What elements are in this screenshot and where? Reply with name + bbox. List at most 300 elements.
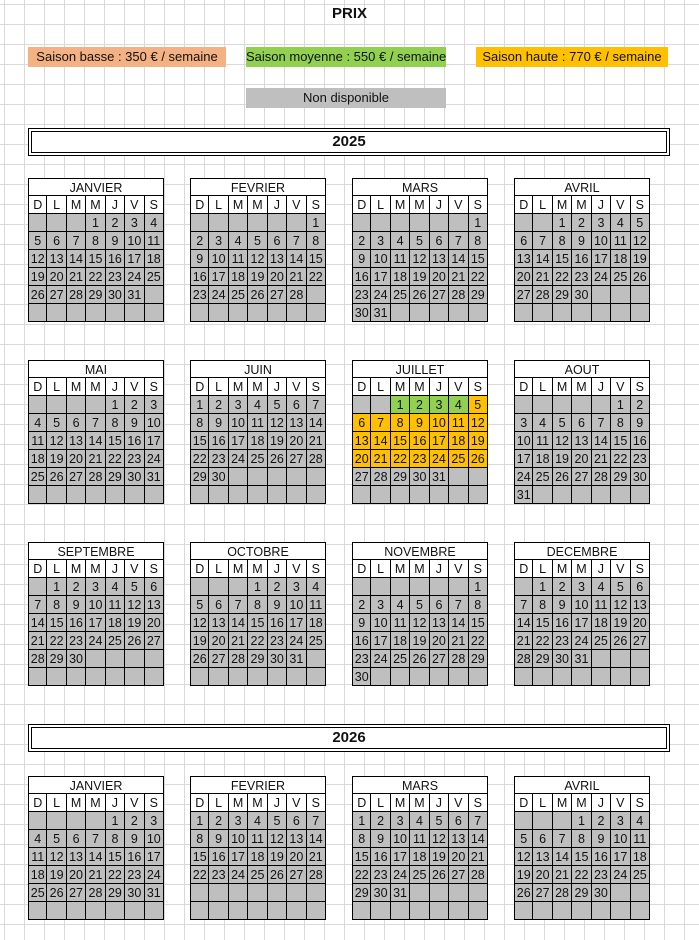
day-cell: 18 [391, 632, 410, 650]
empty-cell [287, 668, 306, 686]
day-cell: 12 [514, 848, 533, 866]
day-cell: 16 [209, 848, 228, 866]
day-cell: 11 [533, 432, 552, 450]
day-cell: 25 [611, 268, 630, 286]
day-cell: 22 [553, 268, 572, 286]
day-cell: 9 [209, 414, 228, 432]
empty-cell [307, 902, 326, 920]
day-cell: 21 [28, 632, 47, 650]
day-cell: 18 [611, 250, 630, 268]
empty-cell [86, 902, 105, 920]
weekday-header: L [47, 794, 66, 812]
month-octobre-2025 [190, 542, 326, 686]
empty-cell [67, 902, 86, 920]
day-cell: 25 [28, 468, 47, 486]
empty-cell [391, 214, 410, 232]
empty-cell [248, 902, 267, 920]
day-cell: 14 [287, 250, 306, 268]
weekday-header: S [145, 378, 164, 396]
day-cell: 16 [352, 632, 371, 650]
empty-cell [449, 668, 468, 686]
weekday-header: M [553, 196, 572, 214]
month-name: JUILLET [352, 360, 488, 378]
day-cell: 27 [572, 468, 591, 486]
day-cell: 5 [410, 596, 429, 614]
day-cell: 6 [268, 232, 287, 250]
day-cell: 13 [631, 596, 650, 614]
day-cell: 16 [67, 614, 86, 632]
day-cell: 26 [47, 884, 66, 902]
day-cell: 2 [209, 812, 228, 830]
day-cell: 4 [28, 830, 47, 848]
day-cell: 3 [287, 578, 306, 596]
day-cell: 14 [28, 614, 47, 632]
month-avril-2026 [514, 776, 650, 920]
day-cell: 1 [47, 578, 66, 596]
empty-cell [287, 902, 306, 920]
day-cell: 15 [553, 250, 572, 268]
day-cell: 6 [67, 830, 86, 848]
day-cell: 6 [352, 414, 371, 432]
day-cell: 22 [190, 450, 209, 468]
month-mars-2026 [352, 776, 488, 920]
day-cell: 16 [553, 614, 572, 632]
day-cell: 17 [145, 848, 164, 866]
month-fevrier-2025 [190, 178, 326, 322]
empty-cell [190, 902, 209, 920]
weekday-header: M [572, 378, 591, 396]
empty-cell [307, 884, 326, 902]
month-name: FEVRIER [190, 776, 326, 794]
day-cell: 10 [145, 414, 164, 432]
day-cell: 22 [352, 866, 371, 884]
day-cell: 16 [592, 848, 611, 866]
weekday-header: J [430, 794, 449, 812]
day-cell: 22 [391, 450, 410, 468]
weekday-header: S [145, 196, 164, 214]
day-cell: 11 [631, 830, 650, 848]
day-cell: 18 [449, 432, 468, 450]
day-cell: 25 [592, 632, 611, 650]
empty-cell [430, 578, 449, 596]
day-cell: 26 [430, 866, 449, 884]
day-cell: 21 [307, 848, 326, 866]
weekday-header: L [209, 560, 228, 578]
day-cell: 19 [190, 632, 209, 650]
empty-cell [86, 650, 105, 668]
day-cell: 6 [287, 812, 306, 830]
empty-cell [106, 486, 125, 504]
day-cell: 20 [145, 614, 164, 632]
empty-cell [67, 214, 86, 232]
empty-cell [209, 214, 228, 232]
day-cell: 14 [229, 614, 248, 632]
day-cell: 6 [572, 414, 591, 432]
day-cell: 1 [533, 578, 552, 596]
day-cell: 11 [410, 830, 429, 848]
empty-cell [248, 304, 267, 322]
day-cell: 5 [268, 812, 287, 830]
day-cell: 21 [307, 432, 326, 450]
day-cell: 6 [209, 596, 228, 614]
day-cell: 26 [47, 468, 66, 486]
weekday-header: M [67, 378, 86, 396]
day-cell: 15 [611, 432, 630, 450]
day-grid [190, 560, 326, 686]
day-cell: 10 [371, 614, 390, 632]
legend-high-season: Saison haute : 770 € / semaine [476, 47, 668, 67]
day-cell: 15 [572, 848, 591, 866]
day-cell: 9 [352, 250, 371, 268]
day-grid [190, 196, 326, 322]
empty-cell [410, 486, 429, 504]
weekday-header: S [631, 378, 650, 396]
day-grid [352, 378, 488, 504]
empty-cell [352, 578, 371, 596]
day-cell: 18 [592, 614, 611, 632]
empty-cell [391, 486, 410, 504]
day-grid [514, 794, 650, 920]
day-cell: 18 [248, 432, 267, 450]
day-cell: 27 [430, 650, 449, 668]
weekday-header: J [430, 560, 449, 578]
day-cell: 11 [229, 250, 248, 268]
day-cell: 16 [371, 848, 390, 866]
day-cell: 17 [209, 268, 228, 286]
empty-cell [268, 304, 287, 322]
day-cell: 15 [190, 848, 209, 866]
empty-cell [209, 578, 228, 596]
empty-cell [125, 650, 144, 668]
day-cell: 6 [514, 232, 533, 250]
weekday-header: D [28, 196, 47, 214]
empty-cell [86, 396, 105, 414]
day-cell: 24 [86, 632, 105, 650]
weekday-header: S [469, 378, 488, 396]
day-cell: 21 [469, 848, 488, 866]
empty-cell [533, 214, 552, 232]
empty-cell [533, 304, 552, 322]
day-cell: 5 [514, 830, 533, 848]
day-cell: 8 [611, 414, 630, 432]
day-cell: 9 [125, 830, 144, 848]
empty-cell [449, 468, 468, 486]
day-cell: 15 [391, 432, 410, 450]
empty-cell [287, 884, 306, 902]
day-cell: 19 [430, 848, 449, 866]
empty-cell [449, 486, 468, 504]
empty-cell [67, 812, 86, 830]
legend-mid-season: Saison moyenne : 550 € / semaine [246, 47, 446, 67]
day-cell: 27 [47, 286, 66, 304]
empty-cell [592, 486, 611, 504]
day-cell: 21 [287, 268, 306, 286]
day-cell: 4 [248, 396, 267, 414]
day-cell: 9 [352, 614, 371, 632]
day-cell: 24 [371, 286, 390, 304]
weekday-header: M [67, 794, 86, 812]
day-cell: 16 [572, 250, 591, 268]
day-cell: 27 [209, 650, 228, 668]
empty-cell [410, 304, 429, 322]
day-cell: 30 [553, 650, 572, 668]
day-cell: 28 [67, 286, 86, 304]
day-cell: 10 [514, 432, 533, 450]
day-cell: 21 [371, 450, 390, 468]
empty-cell [28, 668, 47, 686]
day-cell: 1 [572, 812, 591, 830]
weekday-header: S [307, 794, 326, 812]
day-cell: 15 [86, 250, 105, 268]
day-cell: 3 [145, 396, 164, 414]
empty-cell [410, 578, 429, 596]
empty-cell [229, 214, 248, 232]
day-cell: 25 [28, 884, 47, 902]
day-cell: 29 [352, 884, 371, 902]
empty-cell [631, 884, 650, 902]
weekday-header: D [28, 560, 47, 578]
day-cell: 13 [287, 414, 306, 432]
day-cell: 9 [67, 596, 86, 614]
day-cell: 1 [190, 396, 209, 414]
empty-cell [307, 486, 326, 504]
day-cell: 24 [229, 450, 248, 468]
month-avril-2025 [514, 178, 650, 322]
empty-cell [449, 884, 468, 902]
day-cell: 15 [469, 250, 488, 268]
day-grid [190, 794, 326, 920]
day-cell: 13 [514, 250, 533, 268]
empty-cell [287, 304, 306, 322]
weekday-header: L [533, 378, 552, 396]
day-cell: 17 [430, 432, 449, 450]
empty-cell [28, 304, 47, 322]
day-cell: 12 [430, 830, 449, 848]
empty-cell [268, 486, 287, 504]
legend-low-season: Saison basse : 350 € / semaine [28, 47, 226, 67]
day-cell: 1 [611, 396, 630, 414]
day-cell: 15 [248, 614, 267, 632]
day-cell: 13 [449, 830, 468, 848]
day-cell: 25 [229, 286, 248, 304]
empty-cell [106, 668, 125, 686]
day-cell: 5 [553, 414, 572, 432]
day-cell: 27 [67, 468, 86, 486]
day-cell: 28 [229, 650, 248, 668]
day-cell: 18 [106, 614, 125, 632]
day-cell: 22 [106, 866, 125, 884]
day-cell: 5 [268, 396, 287, 414]
weekday-header: J [268, 196, 287, 214]
weekday-header: M [572, 560, 591, 578]
empty-cell [553, 304, 572, 322]
day-cell: 16 [190, 268, 209, 286]
empty-cell [430, 304, 449, 322]
weekday-header: S [631, 196, 650, 214]
weekday-header: M [391, 560, 410, 578]
weekday-header: S [469, 794, 488, 812]
empty-cell [553, 902, 572, 920]
day-cell: 14 [371, 432, 390, 450]
day-cell: 19 [514, 866, 533, 884]
weekday-header: S [307, 560, 326, 578]
day-cell: 24 [391, 866, 410, 884]
day-cell: 7 [514, 596, 533, 614]
weekday-header: J [268, 378, 287, 396]
day-cell: 26 [410, 286, 429, 304]
day-cell: 24 [430, 450, 449, 468]
month-aout-2025 [514, 360, 650, 504]
day-cell: 13 [430, 250, 449, 268]
day-cell: 20 [514, 268, 533, 286]
day-cell: 16 [125, 432, 144, 450]
day-cell: 1 [553, 214, 572, 232]
day-cell: 11 [248, 830, 267, 848]
day-cell: 29 [469, 286, 488, 304]
day-cell: 22 [86, 268, 105, 286]
day-cell: 4 [106, 578, 125, 596]
weekday-header: M [391, 378, 410, 396]
weekday-header: D [28, 794, 47, 812]
empty-cell [229, 468, 248, 486]
day-cell: 31 [145, 468, 164, 486]
day-cell: 20 [533, 866, 552, 884]
day-cell: 14 [553, 848, 572, 866]
day-cell: 10 [287, 596, 306, 614]
day-grid [28, 560, 164, 686]
day-cell: 4 [611, 214, 630, 232]
day-cell: 26 [28, 286, 47, 304]
weekday-header: L [533, 794, 552, 812]
day-cell: 26 [125, 632, 144, 650]
day-cell: 4 [631, 812, 650, 830]
day-cell: 7 [86, 830, 105, 848]
day-cell: 1 [86, 214, 105, 232]
weekday-header: V [287, 378, 306, 396]
day-cell: 8 [469, 596, 488, 614]
day-cell: 20 [352, 450, 371, 468]
day-cell: 18 [145, 250, 164, 268]
empty-cell [47, 214, 66, 232]
weekday-header: M [67, 196, 86, 214]
day-cell: 29 [553, 286, 572, 304]
day-cell: 28 [371, 468, 390, 486]
weekday-header: V [125, 378, 144, 396]
day-cell: 1 [469, 578, 488, 596]
month-name: AVRIL [514, 776, 650, 794]
day-cell: 3 [86, 578, 105, 596]
day-cell: 14 [307, 830, 326, 848]
day-cell: 25 [248, 450, 267, 468]
day-cell: 19 [469, 432, 488, 450]
day-cell: 30 [125, 884, 144, 902]
day-cell: 14 [86, 848, 105, 866]
day-cell: 16 [410, 432, 429, 450]
day-cell: 20 [572, 450, 591, 468]
weekday-header: J [430, 378, 449, 396]
day-cell: 29 [106, 468, 125, 486]
day-cell: 12 [410, 614, 429, 632]
day-cell: 7 [307, 396, 326, 414]
day-cell: 2 [352, 232, 371, 250]
day-cell: 17 [391, 848, 410, 866]
empty-cell [229, 304, 248, 322]
day-cell: 8 [307, 232, 326, 250]
day-cell: 18 [229, 268, 248, 286]
day-cell: 9 [572, 232, 591, 250]
empty-cell [47, 396, 66, 414]
day-cell: 23 [410, 450, 429, 468]
day-cell: 13 [352, 432, 371, 450]
day-cell: 8 [47, 596, 66, 614]
day-cell: 24 [514, 468, 533, 486]
empty-cell [106, 650, 125, 668]
weekday-header: J [430, 196, 449, 214]
weekday-header: V [449, 196, 468, 214]
day-cell: 11 [145, 232, 164, 250]
weekday-header: S [631, 560, 650, 578]
empty-cell [514, 812, 533, 830]
weekday-header: M [410, 794, 429, 812]
empty-cell [631, 902, 650, 920]
day-cell: 13 [67, 432, 86, 450]
day-cell: 28 [469, 866, 488, 884]
weekday-header: D [514, 560, 533, 578]
empty-cell [469, 902, 488, 920]
day-cell: 7 [592, 414, 611, 432]
empty-cell [106, 304, 125, 322]
day-cell: 24 [592, 268, 611, 286]
month-name: JANVIER [28, 178, 164, 196]
empty-cell [352, 902, 371, 920]
day-cell: 5 [469, 396, 488, 414]
empty-cell [572, 486, 591, 504]
day-cell: 22 [611, 450, 630, 468]
empty-cell [307, 286, 326, 304]
day-cell: 23 [209, 450, 228, 468]
weekday-header: L [533, 196, 552, 214]
day-grid [514, 378, 650, 504]
year-banner-2025: 2025 [28, 128, 670, 156]
weekday-header: M [553, 794, 572, 812]
day-cell: 11 [106, 596, 125, 614]
empty-cell [391, 668, 410, 686]
day-cell: 1 [248, 578, 267, 596]
day-cell: 17 [514, 450, 533, 468]
day-cell: 4 [410, 812, 429, 830]
weekday-header: S [307, 196, 326, 214]
empty-cell [229, 668, 248, 686]
day-cell: 2 [67, 578, 86, 596]
empty-cell [592, 668, 611, 686]
day-cell: 18 [410, 848, 429, 866]
month-name: AOUT [514, 360, 650, 378]
weekday-header: V [449, 794, 468, 812]
empty-cell [533, 396, 552, 414]
weekday-header: L [209, 794, 228, 812]
day-cell: 13 [572, 432, 591, 450]
day-cell: 10 [125, 232, 144, 250]
month-name: NOVEMBRE [352, 542, 488, 560]
empty-cell [631, 650, 650, 668]
day-cell: 4 [533, 414, 552, 432]
day-cell: 6 [47, 232, 66, 250]
day-cell: 19 [410, 632, 429, 650]
empty-cell [190, 214, 209, 232]
day-cell: 31 [514, 486, 533, 504]
empty-cell [430, 486, 449, 504]
weekday-header: J [592, 560, 611, 578]
